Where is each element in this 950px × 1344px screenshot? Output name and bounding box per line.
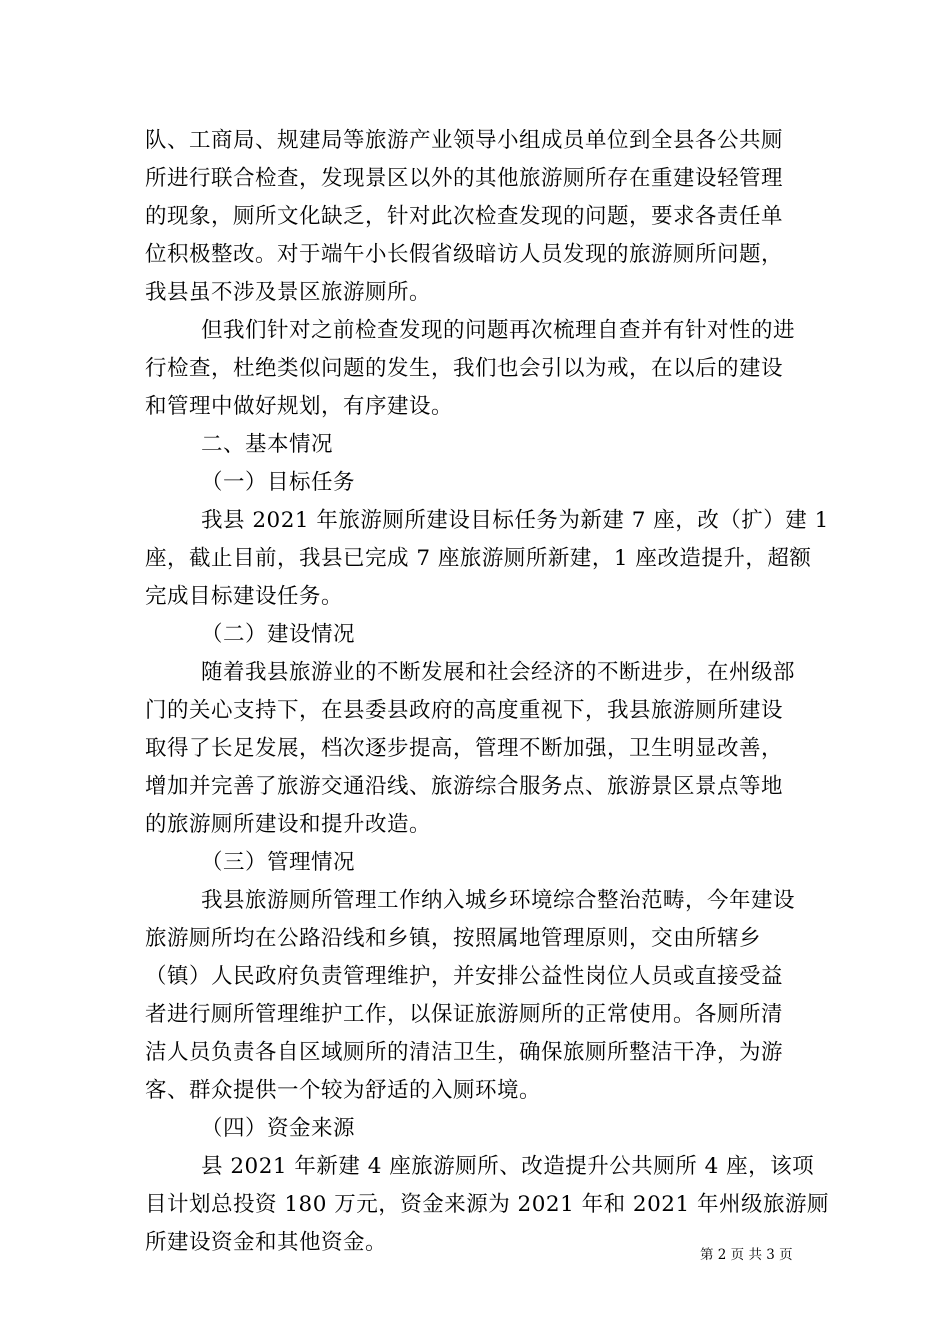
paragraph-line: （镇）人民政府负责管理维护，并安排公益性岗位人员或直接受益: [145, 964, 784, 989]
paragraph-line: 所建设资金和其他资金。: [145, 1230, 388, 1255]
paragraph-line: 的旅游厕所建设和提升改造。: [145, 812, 432, 837]
paragraph-line: 行检查，杜绝类似问题的发生，我们也会引以为戒，在以后的建设: [145, 356, 784, 381]
paragraph-line: 旅游厕所均在公路沿线和乡镇，按照属地管理原则，交由所辖乡: [145, 926, 762, 951]
paragraph-line: 门的关心支持下，在县委县政府的高度重视下，我县旅游厕所建设: [145, 698, 784, 723]
paragraph-line: 客、群众提供一个较为舒适的入厕环境。: [145, 1078, 542, 1103]
paragraph-line: 目计划总投资 180 万元，资金来源为 2021 年和 2021 年州级旅游厕: [145, 1192, 829, 1217]
paragraph-line: 但我们针对之前检查发现的问题再次梳理自查并有针对性的进: [201, 318, 796, 343]
subsection-heading: （二）建设情况: [201, 622, 356, 647]
subsection-heading: （四）资金来源: [201, 1116, 356, 1141]
page-number-footer: 第 2 页 共 3 页: [700, 1247, 793, 1263]
paragraph-line: 的现象，厕所文化缺乏，针对此次检查发现的问题，要求各责任单: [145, 204, 784, 229]
paragraph-line: 县 2021 年新建 4 座旅游厕所、改造提升公共厕所 4 座，该项: [201, 1154, 815, 1179]
section-heading: 二、基本情况: [201, 432, 334, 457]
paragraph-line: 者进行厕所管理维护工作，以保证旅游厕所的正常使用。各厕所清: [145, 1002, 784, 1027]
paragraph-line: 和管理中做好规划，有序建设。: [145, 394, 454, 419]
paragraph-line: 座，截止目前，我县已完成 7 座旅游厕所新建，1 座改造提升，超额: [145, 546, 812, 571]
paragraph-line: 洁人员负责各自区域厕所的清洁卫生，确保旅厕所整洁干净，为游: [145, 1040, 784, 1065]
paragraph-line: 我县旅游厕所管理工作纳入城乡环境综合整治范畴，今年建设: [201, 888, 796, 913]
paragraph-line: 取得了长足发展，档次逐步提高，管理不断加强，卫生明显改善，: [145, 736, 784, 761]
subsection-heading: （三）管理情况: [201, 850, 356, 875]
paragraph-line: 完成目标建设任务。: [145, 584, 344, 609]
paragraph-line: 我县虽不涉及景区旅游厕所。: [145, 280, 432, 305]
paragraph-line: 随着我县旅游业的不断发展和社会经济的不断进步，在州级部: [201, 660, 796, 685]
paragraph-line: 队、工商局、规建局等旅游产业领导小组成员单位到全县各公共厕: [145, 128, 784, 153]
subsection-heading: （一）目标任务: [201, 470, 356, 495]
paragraph-line: 增加并完善了旅游交通沿线、旅游综合服务点、旅游景区景点等地: [145, 774, 784, 799]
paragraph-line: 位积极整改。对于端午小长假省级暗访人员发现的旅游厕所问题，: [145, 242, 784, 267]
paragraph-line: 所进行联合检查，发现景区以外的其他旅游厕所存在重建设轻管理: [145, 166, 784, 191]
paragraph-line: 我县 2021 年旅游厕所建设目标任务为新建 7 座，改（扩）建 1: [201, 508, 829, 533]
